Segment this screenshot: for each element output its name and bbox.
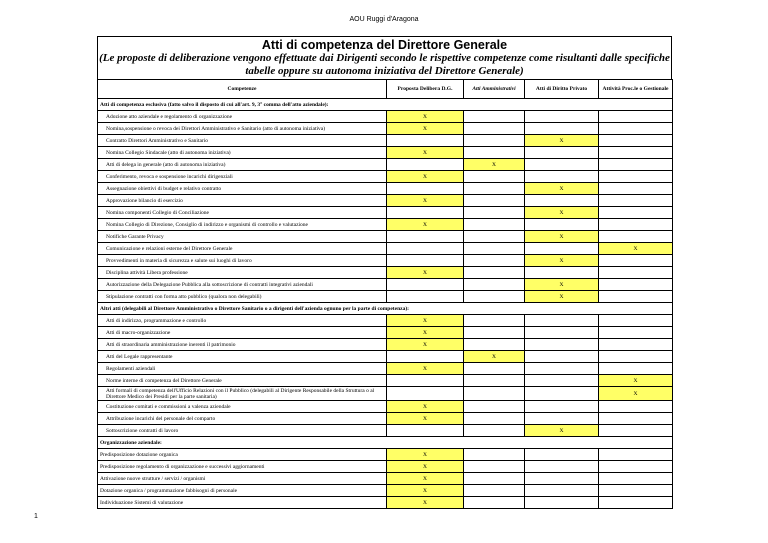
table-row <box>98 291 673 303</box>
mark-cell <box>599 183 673 195</box>
table-row <box>98 183 673 195</box>
mark-cell <box>525 195 599 207</box>
mark-cell <box>464 183 525 195</box>
mark-cell <box>525 387 599 401</box>
mark-cell <box>525 147 599 159</box>
row-label: Sottoscrizione contratti di lavoro <box>98 425 387 437</box>
mark-cell <box>599 123 673 135</box>
mark-cell: X <box>525 425 599 437</box>
document-title: Atti di competenza del Direttore Generale <box>261 38 508 52</box>
competence-table <box>97 79 673 509</box>
row-label: Nomina Collegio Sindacale (atto di autonoma iniziativa) <box>98 147 387 159</box>
table-row <box>98 327 673 339</box>
mark-cell <box>387 243 464 255</box>
table-row <box>98 413 673 425</box>
mark-cell <box>387 159 464 171</box>
table-row <box>98 339 673 351</box>
mark-cell <box>599 219 673 231</box>
section-row <box>98 99 673 111</box>
table-row <box>98 473 673 485</box>
row-label: Assegnazione obiettivi di budget e relativo contratto <box>98 183 387 195</box>
row-label: Nomina componenti Collegio di Conciliazione <box>98 207 387 219</box>
mark-cell: X <box>387 327 464 339</box>
mark-cell <box>464 195 525 207</box>
mark-cell <box>525 243 599 255</box>
row-label: Costituzione comitati e commissioni a valenza aziendale <box>98 401 387 413</box>
mark-cell <box>599 413 673 425</box>
mark-cell <box>464 171 525 183</box>
mark-cell <box>525 327 599 339</box>
row-label: Norme interne di competenza del Direttore Generale <box>98 375 387 387</box>
table-row <box>98 351 673 363</box>
column-header-competenze: Competenze <box>98 80 387 99</box>
mark-cell <box>525 449 599 461</box>
row-label: Stipulazione contratti con forma atto pubblico (qualora non delegabili) <box>98 291 387 303</box>
mark-cell <box>387 351 464 363</box>
section-label: Organizzazione aziendale: <box>98 437 673 449</box>
mark-cell <box>599 363 673 375</box>
mark-cell <box>464 147 525 159</box>
section-row <box>98 303 673 315</box>
row-label: Provvedimenti in materia di sicurezza e salute sui luoghi di lavoro <box>98 255 387 267</box>
section-label: Altri atti (delegabili al Direttore Amministrativo o Direttore Sanitario o a dirigenti dell'azienda ognuno per la parte di competenza): <box>98 303 673 315</box>
mark-cell <box>464 135 525 147</box>
mark-cell <box>599 279 673 291</box>
mark-cell <box>464 473 525 485</box>
mark-cell <box>525 413 599 425</box>
row-label: Autorizzazione della Delegazione Pubblica alla sottoscrizione di contratti integrativi aziendali <box>98 279 387 291</box>
mark-cell <box>464 449 525 461</box>
mark-cell <box>464 413 525 425</box>
row-label: Comunicazione e relazioni esterne del Direttore Generale <box>98 243 387 255</box>
mark-cell <box>464 315 525 327</box>
row-label: Approvazione bilancio di esercizio <box>98 195 387 207</box>
mark-cell <box>599 425 673 437</box>
mark-cell <box>599 207 673 219</box>
mark-cell <box>525 351 599 363</box>
table-row <box>98 111 673 123</box>
table-row <box>98 279 673 291</box>
mark-cell <box>387 425 464 437</box>
page-header: AOU Ruggi d'Aragona <box>349 16 419 23</box>
mark-cell <box>525 485 599 497</box>
mark-cell <box>599 315 673 327</box>
table-body <box>98 99 673 509</box>
table-row <box>98 231 673 243</box>
table-row <box>98 363 673 375</box>
mark-cell: X <box>599 375 673 387</box>
mark-cell <box>464 279 525 291</box>
mark-cell: X <box>525 279 599 291</box>
table-row <box>98 207 673 219</box>
mark-cell <box>464 207 525 219</box>
mark-cell <box>599 351 673 363</box>
mark-cell <box>525 363 599 375</box>
mark-cell: X <box>387 461 464 473</box>
mark-cell: X <box>525 183 599 195</box>
mark-cell <box>599 135 673 147</box>
mark-cell <box>387 255 464 267</box>
mark-cell <box>464 375 525 387</box>
mark-cell: X <box>387 449 464 461</box>
mark-cell <box>464 111 525 123</box>
mark-cell <box>599 195 673 207</box>
table-row <box>98 497 673 509</box>
mark-cell <box>525 267 599 279</box>
mark-cell: X <box>387 315 464 327</box>
mark-cell <box>599 401 673 413</box>
table-row <box>98 255 673 267</box>
row-label: Nomina,sospensione o revoca dei Direttori Amministrativo e Sanitario (atto di autonoma iniziativa) <box>98 123 387 135</box>
mark-cell <box>525 401 599 413</box>
row-label: Conferimento, revoca e sospensione incarichi dirigenziali <box>98 171 387 183</box>
table-row <box>98 267 673 279</box>
table-row <box>98 219 673 231</box>
mark-cell: X <box>387 339 464 351</box>
mark-cell: X <box>387 219 464 231</box>
mark-cell: X <box>599 387 673 401</box>
column-header-proposta: Proposta Delibera D.G. <box>387 80 464 99</box>
mark-cell <box>525 159 599 171</box>
mark-cell: X <box>525 207 599 219</box>
mark-cell: X <box>387 123 464 135</box>
table-row <box>98 315 673 327</box>
mark-cell <box>599 327 673 339</box>
column-header-diritto-privato: Atti di Diritto Privato <box>525 80 599 99</box>
mark-cell <box>525 473 599 485</box>
mark-cell <box>464 339 525 351</box>
document-subtitle: (Le proposte di deliberazione vengono effettuate dai Dirigenti secondo le rispettive competenze come risultanti dalle specifiche tabelle oppure su autonoma iniziativa del Direttore Generale) <box>99 52 670 77</box>
mark-cell: X <box>387 171 464 183</box>
mark-cell <box>464 255 525 267</box>
table-row <box>98 485 673 497</box>
mark-cell <box>599 497 673 509</box>
mark-cell <box>599 339 673 351</box>
mark-cell <box>525 375 599 387</box>
table-row <box>98 135 673 147</box>
mark-cell: X <box>387 363 464 375</box>
mark-cell: X <box>464 351 525 363</box>
table-row <box>98 461 673 473</box>
mark-cell <box>599 485 673 497</box>
table-row <box>98 401 673 413</box>
table-row <box>98 375 673 387</box>
row-label: Notifiche Garante Privacy <box>98 231 387 243</box>
mark-cell <box>599 171 673 183</box>
mark-cell <box>525 123 599 135</box>
mark-cell <box>525 339 599 351</box>
mark-cell <box>599 267 673 279</box>
mark-cell <box>525 497 599 509</box>
mark-cell <box>599 461 673 473</box>
mark-cell: X <box>525 135 599 147</box>
mark-cell <box>525 315 599 327</box>
table-header-row <box>98 80 673 99</box>
mark-cell: X <box>525 291 599 303</box>
mark-cell: X <box>599 243 673 255</box>
page-number: 1 <box>34 513 38 520</box>
row-label: Disciplina attività Libera professione <box>98 267 387 279</box>
mark-cell <box>387 375 464 387</box>
column-header-atti-amministrativi: Atti Amministrativi <box>464 80 525 99</box>
mark-cell: X <box>525 255 599 267</box>
row-label: Contratto Direttori Amministrativo e Sanitario <box>98 135 387 147</box>
mark-cell <box>464 425 525 437</box>
mark-cell <box>525 171 599 183</box>
mark-cell <box>599 291 673 303</box>
table-row <box>98 195 673 207</box>
mark-cell <box>387 387 464 401</box>
mark-cell <box>387 207 464 219</box>
row-label: Individuazione Sistemi di valutazione <box>98 497 387 509</box>
mark-cell: X <box>464 159 525 171</box>
mark-cell <box>599 449 673 461</box>
title-box <box>97 36 672 80</box>
row-label: Nomina Collegio di Direzione, Consiglio di indirizzo e organismi di controllo e valutazione <box>98 219 387 231</box>
mark-cell <box>599 473 673 485</box>
mark-cell <box>387 279 464 291</box>
row-label: Atti del Legale rappresentante <box>98 351 387 363</box>
row-label: Atti di indirizzo, programmazione e controllo <box>98 315 387 327</box>
mark-cell: X <box>387 473 464 485</box>
mark-cell <box>387 291 464 303</box>
mark-cell <box>464 327 525 339</box>
mark-cell: X <box>387 413 464 425</box>
mark-cell <box>464 219 525 231</box>
mark-cell: X <box>387 267 464 279</box>
mark-cell <box>464 401 525 413</box>
row-label: Dotazione organica / programmazione fabbisogni di personale <box>98 485 387 497</box>
mark-cell <box>387 231 464 243</box>
table-row <box>98 449 673 461</box>
row-label: Attivazione nuove strutture / servizi / organismi <box>98 473 387 485</box>
mark-cell <box>599 159 673 171</box>
table-row <box>98 123 673 135</box>
mark-cell <box>464 387 525 401</box>
table-row <box>98 147 673 159</box>
mark-cell <box>599 147 673 159</box>
table-row <box>98 243 673 255</box>
mark-cell <box>599 231 673 243</box>
row-label: Regolamenti aziendali <box>98 363 387 375</box>
mark-cell <box>464 267 525 279</box>
mark-cell <box>464 291 525 303</box>
mark-cell <box>464 243 525 255</box>
mark-cell <box>464 497 525 509</box>
table-row <box>98 159 673 171</box>
row-label: Adozione atto aziendale e regolamento di organizzazione <box>98 111 387 123</box>
row-label: Atti formali di competenza dell'Ufficio Relazioni con il Pubblico (delegabili al Dirigente Responsabile della Struttura o al Direttore Medico dei Presidi per la parte sanitaria) <box>98 387 387 401</box>
mark-cell <box>525 461 599 473</box>
mark-cell <box>599 255 673 267</box>
section-label: Atti di competenza esclusiva (fatto salvo il disposto di cui all'art. 9, 3° comma dell'atto aziendale): <box>98 99 673 111</box>
mark-cell: X <box>387 111 464 123</box>
column-header-gestionale: Attività Proc.le o Gestionale <box>599 80 673 99</box>
row-label: Predisposizione dotazione organica <box>98 449 387 461</box>
row-label: Predisposizione regolamento di organizzazione e successivi aggiornamenti <box>98 461 387 473</box>
mark-cell: X <box>525 231 599 243</box>
mark-cell: X <box>387 195 464 207</box>
table-row <box>98 171 673 183</box>
mark-cell <box>464 485 525 497</box>
mark-cell <box>387 183 464 195</box>
table-row <box>98 387 673 401</box>
mark-cell <box>525 219 599 231</box>
mark-cell: X <box>387 497 464 509</box>
row-label: Attribuzione incarichi del personale del comparto <box>98 413 387 425</box>
row-label: Atti di macro-organizzazione <box>98 327 387 339</box>
mark-cell <box>387 135 464 147</box>
mark-cell <box>464 461 525 473</box>
row-label: Atti di delega in generale (atto di autonoma iniziativa) <box>98 159 387 171</box>
mark-cell: X <box>387 485 464 497</box>
section-row <box>98 437 673 449</box>
row-label: Atti di straordinaria amministrazione inerenti il patrimonio <box>98 339 387 351</box>
mark-cell: X <box>387 401 464 413</box>
mark-cell <box>464 231 525 243</box>
mark-cell <box>599 111 673 123</box>
table-row <box>98 425 673 437</box>
mark-cell <box>464 123 525 135</box>
mark-cell: X <box>387 147 464 159</box>
mark-cell <box>525 111 599 123</box>
mark-cell <box>464 363 525 375</box>
